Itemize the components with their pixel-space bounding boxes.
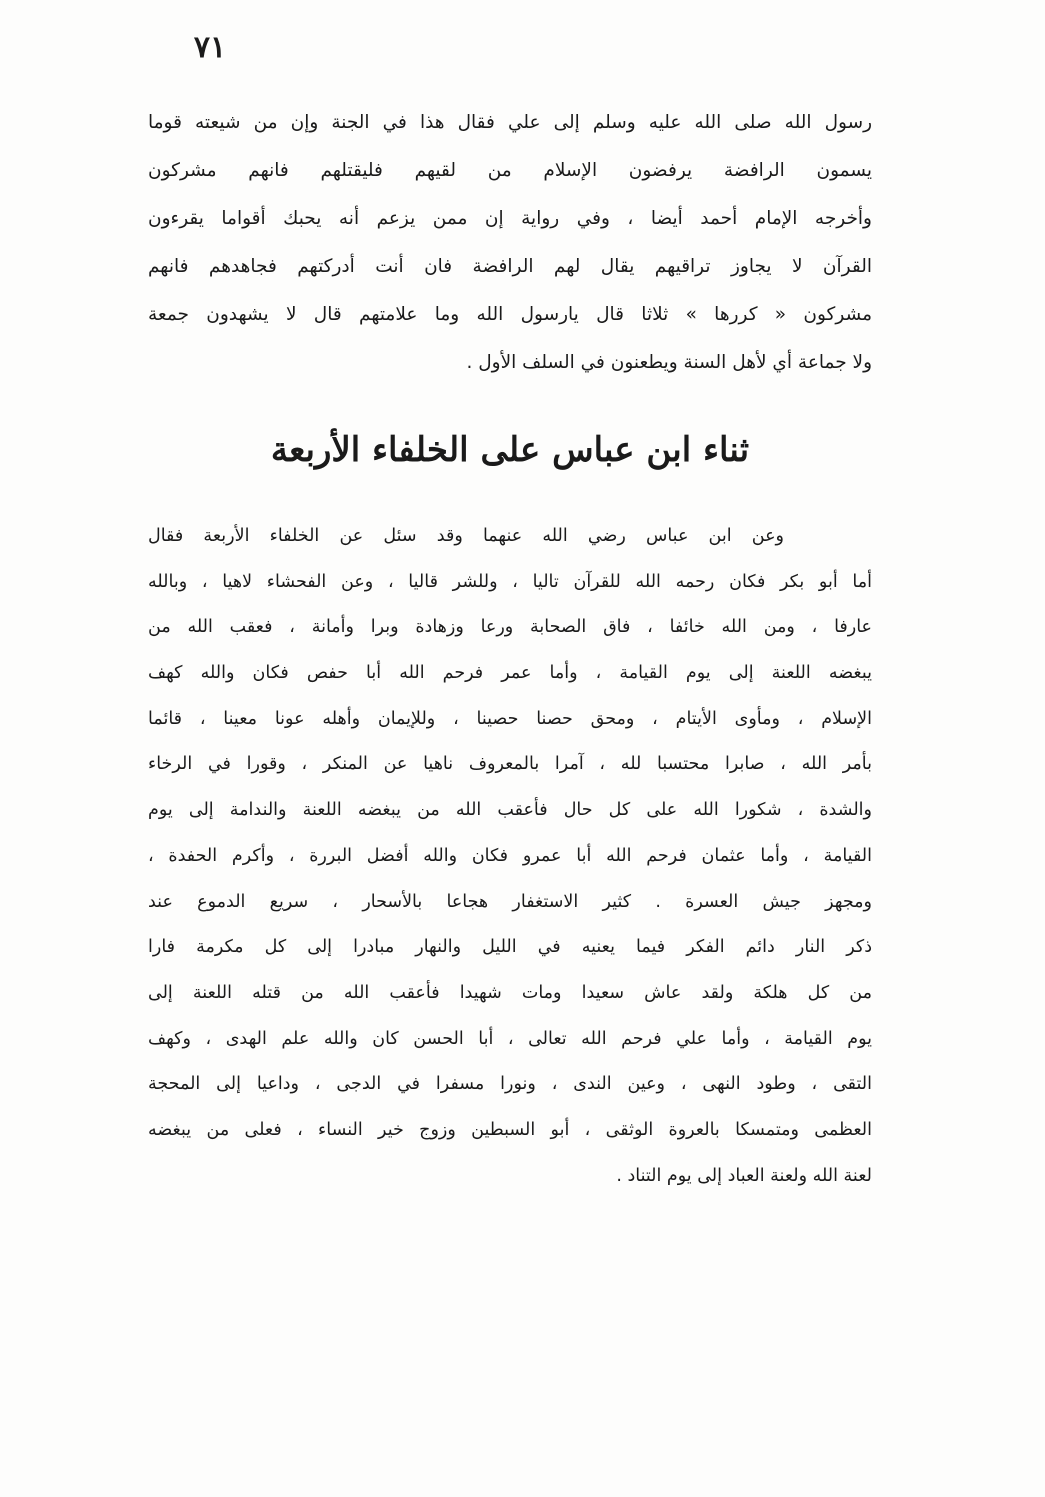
text-line: رسول الله صلى الله عليه وسلم إلى علي فقال هذا في الجنة وإن من شيعته قوما: [148, 112, 872, 133]
text-line: ذكر النار دائم الفكر فيما يعنيه في الليل والنهار مبادرا إلى كل مكرمة فارا: [148, 937, 872, 958]
text-line: بأمر الله ، صابرا محتسبا لله ، آمرا بالمعروف ناهيا عن المنكر ، وقورا في الرخاء: [148, 754, 872, 775]
text-line: وعن ابن عباس رضي الله عنهما وقد سئل عن الخلفاء الأربعة فقال: [148, 526, 784, 546]
text-line: والشدة ، شكورا الله على كل حال فأعقب الله من يبغضه اللعنة والندامة إلى يوم: [148, 800, 872, 821]
text-line: أما أبو بكر فكان رحمه الله للقرآن تاليا ، وللشر قاليا ، وعن الفحشاء لاهيا ، وبالله: [148, 571, 872, 592]
text-line: يسمون الرافضة يرفضون الإسلام من لقيهم فليقتلهم فانهم مشركون: [148, 160, 872, 181]
text-line: ولا جماعة أي لأهل السنة ويطعنون في السلف الأول .: [466, 352, 872, 373]
text-line: من كل هلكة ولقد عاش سعيدا ومات شهيدا فأعقب الله من قتله اللعنة إلى: [148, 982, 872, 1003]
text-line: لعنة الله ولعنة العباد إلى يوم التناد .: [616, 1165, 872, 1186]
paragraph-2: [148, 514, 872, 1199]
text-line: يبغضه اللعنة إلى يوم القيامة ، وأما عمر فرحم الله أبا حفص فكان والله كهف: [148, 663, 872, 684]
text-line: ومجهز جيش العسرة . كثير الاستغفار هجاعا بالأسحار ، سريع الدموع عند: [148, 891, 872, 912]
text-line: القيامة ، وأما عثمان فرحم الله أبا عمرو فكان والله أفضل البررة ، وأكرم الحفدة ،: [148, 845, 872, 866]
text-line: التقى ، وطود النهى ، وعين الندى ، ونورا مسفرا في الدجى ، وداعيا إلى المحجة: [148, 1074, 872, 1095]
paragraph-1: [148, 99, 872, 387]
section-heading: ثناء ابن عباس على الخلفاء الأربعة: [270, 430, 750, 470]
text-line: عارفا ، ومن الله خائفا ، فاق الصحابة ورعا وزهادة وبرا وأمانة ، فعقب الله من: [148, 617, 872, 638]
page-number: ٧١: [193, 30, 227, 65]
text-line: يوم القيامة ، وأما علي فرحم الله تعالى ، أبا الحسن كان والله علم الهدى ، وكهف: [148, 1028, 872, 1049]
text-line: وأخرجه الإمام أحمد أيضا ، وفي رواية إن ممن يزعم أنه يحبك أقواما يقرءون: [148, 208, 872, 229]
text-line: الإسلام ، ومأوى الأيتام ، ومحق حصنا حصينا ، وللإيمان وأهله عونا معينا ، قائما: [148, 708, 872, 729]
text-line: العظمى ومتمسكا بالعروة الوثقى ، أبو السبطين وزوج خير النساء ، فعلى من يبغضه: [148, 1119, 872, 1140]
text-line: مشركون « كررها » ثلاثا قال يارسول الله وما علامتهم قال لا يشهدون جمعة: [148, 304, 872, 325]
text-line: القرآن لا يجاوز تراقيهم يقال لهم الرافضة فان أنت أدركتهم فجاهدهم فانهم: [148, 256, 872, 277]
